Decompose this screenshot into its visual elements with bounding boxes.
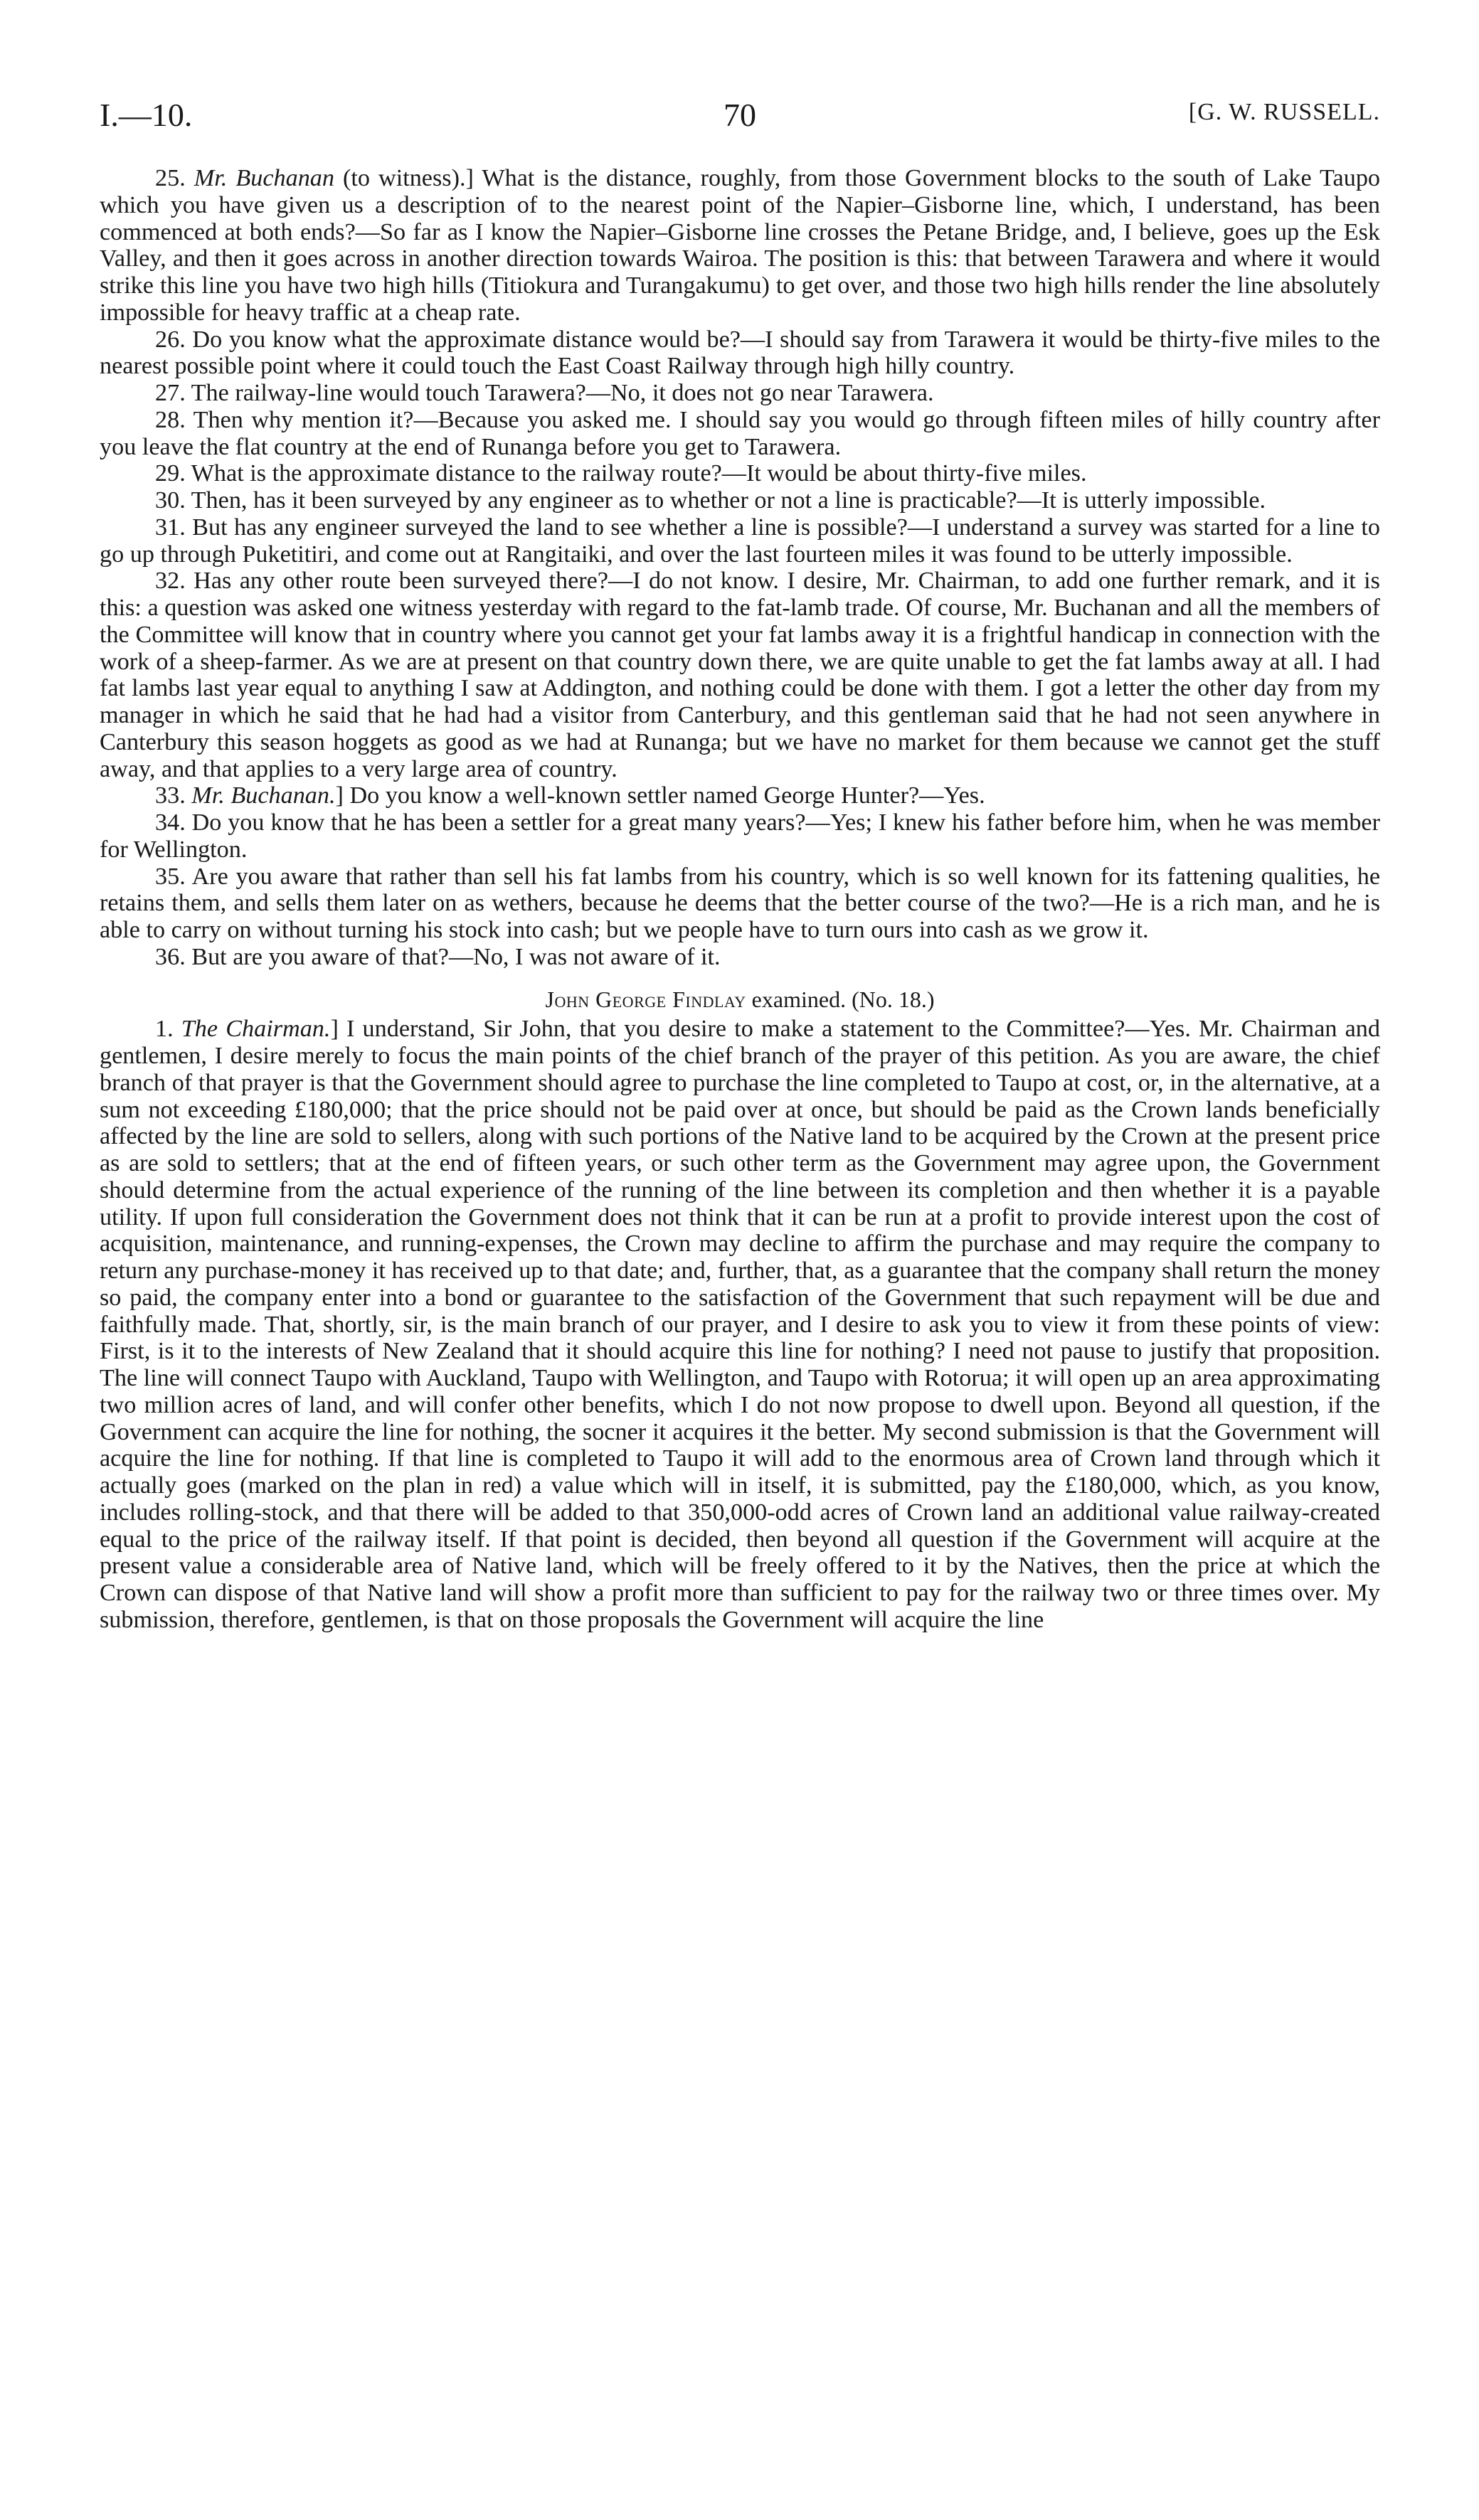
speaker: The Chairman. [181,1016,331,1043]
question-26: 26. Do you know what the approximate distance would be?—I should say from Tarawera it would be thirty-five miles to the nearest possible point where it could touch the East Coast Railway through high hilly country. [100,326,1380,380]
question-30: 30. Then, has it been surveyed by any engineer as to whether or not a line is practicable?—It is utterly impossible. [155,487,1266,514]
question-27: 27. The railway-line would touch Tarawera?—No, it does not go near Tarawera. [155,380,934,406]
question-34: 34. Do you know that he has been a settler for a great many years?—Yes; I knew his father before him, when he was member for Wellington. [100,809,1380,863]
witness-name: [G. W. RUSSELL. [1188,99,1380,125]
speaker: Mr. Buchanan. [191,782,336,809]
question-28: 28. Then why mention it?—Because you asked me. I should say you would go through fifteen miles of hilly country after you leave the flat country at the end of Runanga before you get to Tarawera. [100,406,1380,460]
paper-reference: I.—10. [100,97,193,133]
witness-heading-name: John George Findlay [545,986,746,1012]
speaker: Mr. Buchanan [194,165,334,191]
question-35: 35. Are you aware that rather than sell his fat lambs from his country, which is so well known for its fattening qualities, he retains them, and sells them later on as wethers, because he deems that the better course of the two?—He is a rich man, and he is able to carry on without turning his stock into cash; but we people have to turn ours into cash as we grow it. [100,863,1380,943]
page-header [100,96,1380,146]
findlay-statement: 1. The Chairman.] I understand, Sir John, that you desire to make a statement to the Committee?—Yes. Mr. Chairman and gentlemen, I desire merely to focus the main points of the chief branch of the prayer of this petition. As you are aware, the chief branch of that prayer is that the Government should agree to purchase the line completed to Taupo at cost, or, in the alternative, at a sum not exceeding £180,000; that the price should not be paid over at once, but should be paid as the Crown lands beneficially affected by the line are sold to sellers, along with such portions of the Native land to be acquired by the Crown at the present price as are sold to settlers; that at the end of fifteen years, or such other term as the Government may agree upon, the Government should determine from the actual experience of the running of the line between its completion and then whether it is a payable utility. If upon full consideration the Government does not think that it can be run at a profit to provide interest upon the cost of acquisition, maintenance, and running-expenses, the Crown may decline to affirm the purchase and may require the company to return any purchase-money it has received up to that date; and, further, that, as a guarantee that the company shall return the money so paid, the company enter into a bond or guarantee to the satisfaction of the Government that such repayment will be due and faithfully made. That, shortly, sir, is the main branch of our prayer, and I desire to ask you to view it from these points of view: First, is it to the interests of New Zealand that it should acquire this line for nothing? I need not pause to justify that proposition. The line will connect Taupo with Auckland, Taupo with Wellington, and Taupo with Rotorua; it will open up an area approximating two million acres of land, and will confer other benefits, which I do not now propose to dwell upon. Beyond all question, if the Government can acquire the line for nothing, the socner it acquires it the better. My second submission is that the Government will acquire the line for nothing. If that line is completed to Taupo it will add to the enormous area of Crown land through which it actually goes (marked on the plan in red) a value which will in itself, it is submitted, pay the £180,000, which, as you know, includes rolling-stock, and that there will be added to that 350,000-odd acres of Crown land an additional value railway-created equal to the price of the railway itself. If that point is decided, then beyond all question if the Government will acquire at the present value a considerable area of Native land, which will be freely offered to it by the Natives, then the price at which the Crown can dispose of that Native land will show a profit more than sufficient to pay for the railway two or three times over. My submission, therefore, gentlemen, is that on those proposals the Government will acquire the line [100,1016,1380,1633]
page-body [100,165,1380,1634]
document-page [71,0,1401,2520]
question-29: 29. What is the approximate distance to the railway route?—It would be about thirty-five miles. [155,460,1087,487]
question-32: 32. Has any other route been surveyed there?—I do not know. I desire, Mr. Chairman, to add one further remark, and it is this: a question was asked one witness yesterday with regard to the fat-lamb trade. Of course, Mr. Buchanan and all the members of the Committee will know that in country where you cannot get your fat lambs away it is a frightful handicap in connection with the work of a sheep-farmer. As we are at present on that country down there, we are quite unable to get the fat lambs away at all. I had fat lambs last year equal to anything I saw at Addington, and nothing could be done with them. I got a letter the other day from my manager in which he said that he had had a visitor from Canterbury, and this gentleman said that he had not seen anywhere in Canterbury this season hoggets as good as we had at Runanga; but we have no market for them because we cannot get the stuff away, and that applies to a very large area of country. [100,568,1380,782]
section-heading: John George Findlay examined. (No. 18.) [545,986,935,1012]
question-25: 25. Mr. Buchanan (to witness).] What is the distance, roughly, from those Government blocks to the south of Lake Taupo which you have given us a description of to the nearest point of the Napier–Gisborne line, which, I understand, has been commenced at both ends?—So far as I know the Napier–Gisborne line crosses the Petane Bridge, and, I believe, goes up the Esk Valley, and then it goes across in another direction towards Wairoa. The position is this: that between Tarawera and where it would strike this line you have two high hills (Titiokura and Turangakumu) to get over, and those two high hills render the line absolutely impossible for heavy traffic at a cheap rate. [100,165,1381,326]
question-36: 36. But are you aware of that?—No, I was not aware of it. [155,943,721,970]
question-33: 33. Mr. Buchanan.] Do you know a well-known settler named George Hunter?—Yes. [155,782,985,809]
page-number: 70 [723,97,756,133]
question-31: 31. But has any engineer surveyed the land to see whether a line is possible?—I understand a survey was started for a line to go up through Puketitiri, and come out at Rangitaiki, and over the last fourteen miles it was found to be utterly impossible. [100,514,1380,568]
